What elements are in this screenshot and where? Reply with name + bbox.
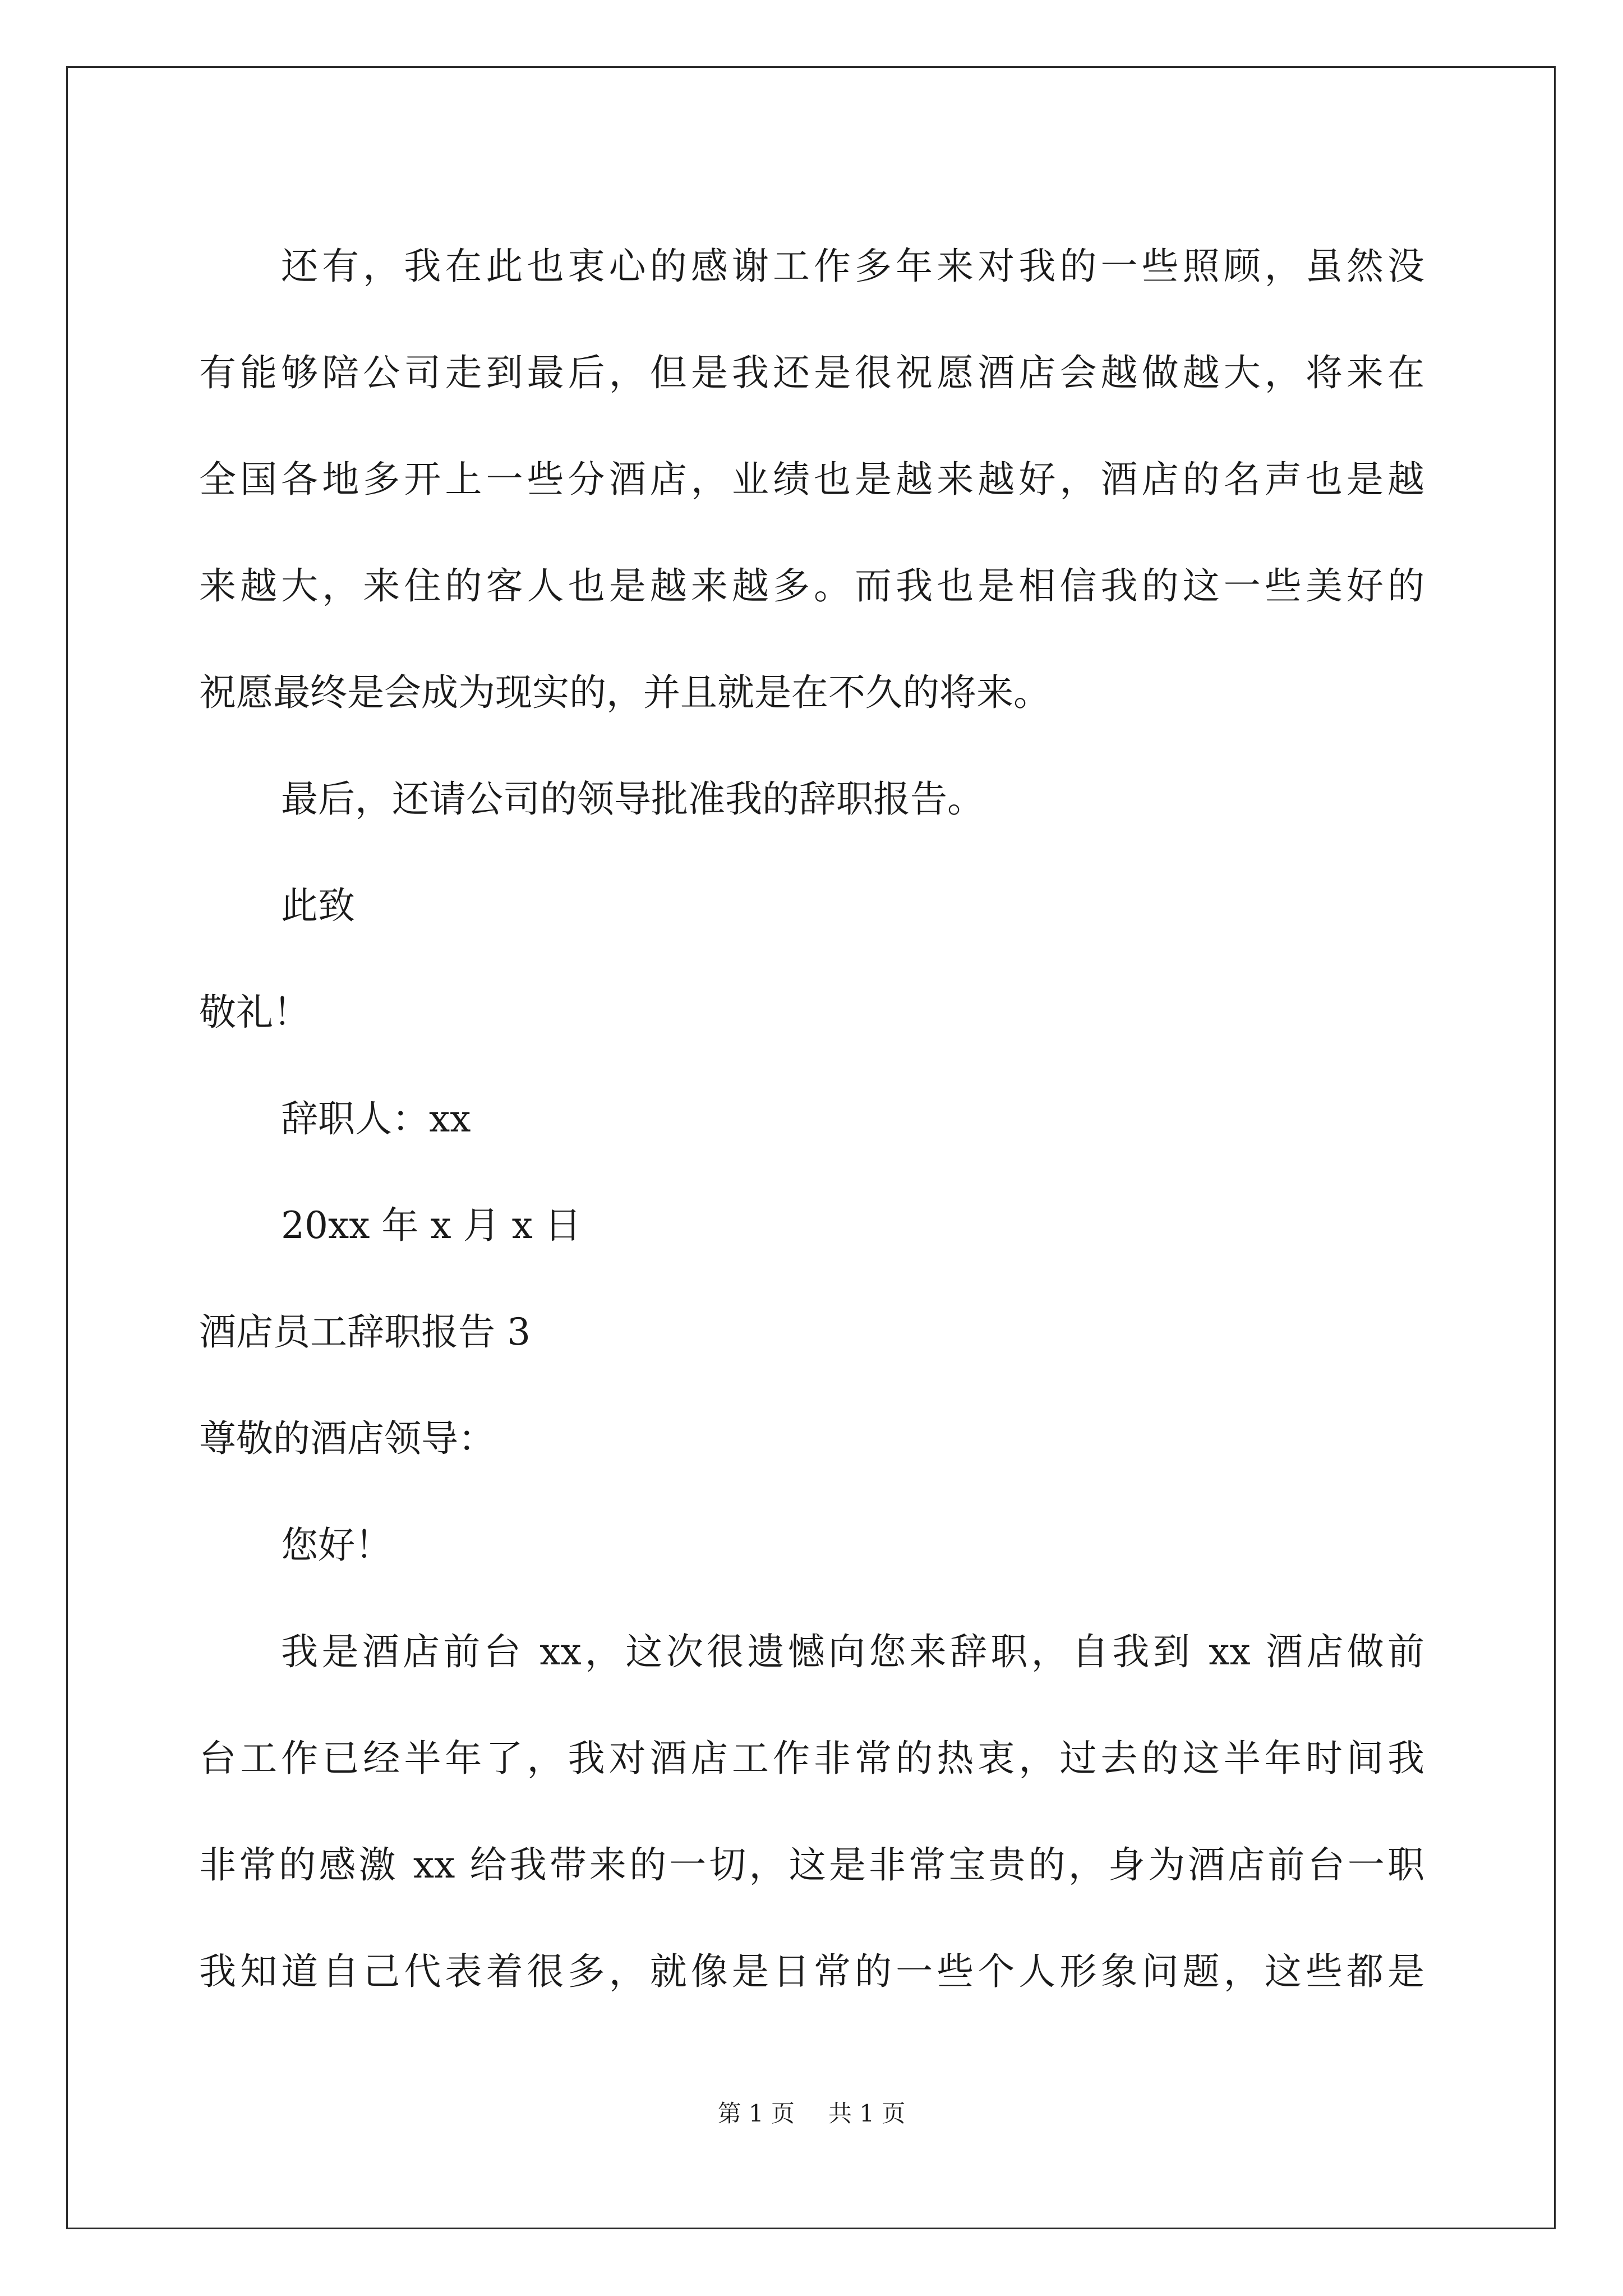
paragraph-line: 有能够陪公司走到最后，但是我还是很祝愿酒店会越做越大，将来在 (199, 351, 1424, 394)
paragraph-line: 非常的感激 xx 给我带来的一切，这是非常宝贵的，身为酒店前台一职 (199, 1843, 1424, 1887)
paragraph-line: 还有，我在此也衷心的感谢工作多年来对我的一些照顾，虽然没 (281, 245, 1424, 288)
page-footer (0, 2095, 1623, 2129)
document-body (199, 213, 1424, 2025)
paragraph-line: 最后，还请公司的领导批准我的辞职报告。 (281, 777, 984, 821)
section-title: 酒店员工辞职报告 3 (199, 1310, 531, 1354)
paragraph-line: 来越大，来住的客人也是越来越多。而我也是相信我的这一些美好的 (199, 564, 1424, 608)
paragraph-line: 我是酒店前台 xx，这次很遗憾向您来辞职，自我到 xx 酒店做前 (281, 1630, 1424, 1673)
greeting-line: 您好！ (281, 1524, 392, 1567)
closing-line: 此致 (281, 884, 355, 927)
paragraph-line: 祝愿最终是会成为现实的，并且就是在不久的将来。 (199, 671, 1050, 714)
page-number-total: 共 1 页 (828, 2100, 906, 2127)
paragraph-line: 我知道自己代表着很多，就像是日常的一些个人形象问题，这些都是 (199, 1950, 1424, 1993)
salutation-line: 尊敬的酒店领导： (199, 1417, 495, 1460)
paragraph-line: 台工作已经半年了，我对酒店工作非常的热衷，过去的这半年时间我 (199, 1737, 1424, 1780)
date-line: 20xx 年 x 月 x 日 (281, 1204, 582, 1247)
page-number-current: 第 1 页 (717, 2100, 795, 2127)
paragraph-line: 全国各地多开上一些分酒店，业绩也是越来越好，酒店的名声也是越 (199, 458, 1424, 501)
closing-line: 敬礼！ (199, 991, 310, 1034)
signer-line: 辞职人：xx (281, 1097, 471, 1140)
